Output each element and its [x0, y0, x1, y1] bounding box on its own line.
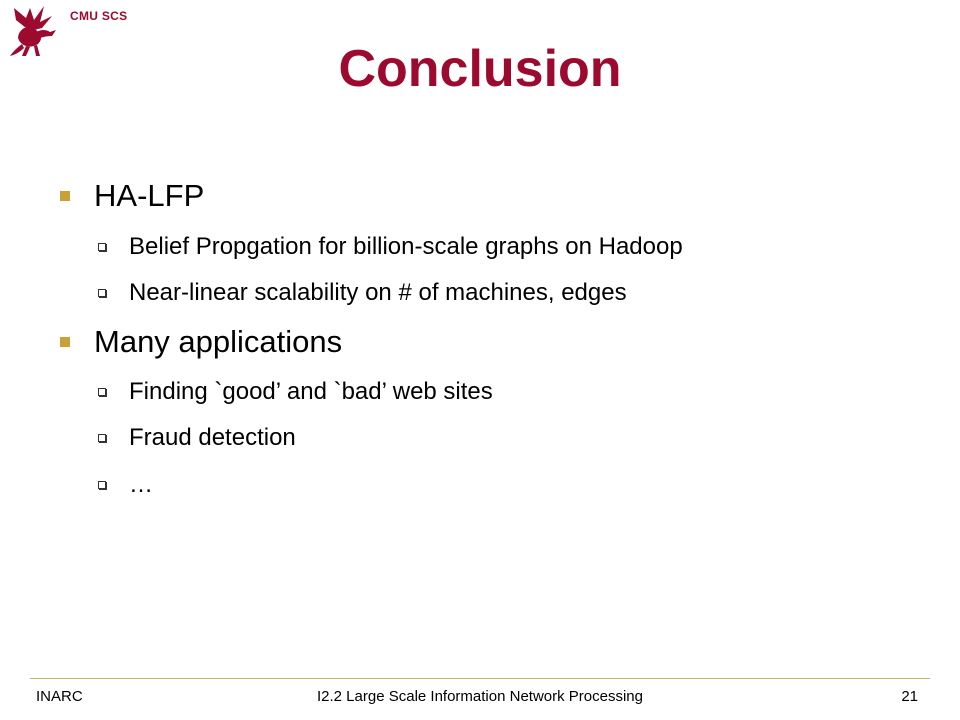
hollow-square-bullet-icon — [98, 243, 106, 251]
org-label: CMU SCS — [70, 9, 128, 23]
footer-divider — [30, 678, 930, 679]
sub-bullet-text: Belief Propgation for billion-scale graphs on Hadoop — [129, 233, 683, 260]
hollow-square-bullet-icon — [98, 481, 106, 489]
slide-title: Conclusion — [338, 40, 622, 98]
list-item — [60, 320, 342, 364]
sub-bullet-text: Finding `good’ and `bad’ web sites — [129, 378, 493, 405]
sub-bullet-text: … — [129, 471, 153, 498]
sub-list-item — [98, 230, 683, 264]
sub-bullet-text: Fraud detection — [129, 424, 296, 451]
footer-left-text: INARC — [36, 688, 83, 705]
sub-list-item — [98, 276, 627, 310]
bullet-text: Many applications — [94, 324, 343, 359]
footer-center-text: I2.2 Large Scale Information Network Processing — [317, 688, 643, 705]
sub-list-item — [98, 468, 153, 502]
hollow-square-bullet-icon — [98, 289, 106, 297]
filled-square-bullet-icon — [60, 337, 70, 347]
sub-bullet-text: Near-linear scalability on # of machines, edges — [129, 279, 627, 306]
slide-number: 21 — [901, 688, 918, 705]
hollow-square-bullet-icon — [98, 434, 106, 442]
bullet-text: HA-LFP — [94, 178, 205, 213]
list-item — [60, 174, 204, 218]
sub-list-item — [98, 421, 296, 455]
filled-square-bullet-icon — [60, 191, 70, 201]
hollow-square-bullet-icon — [98, 388, 106, 396]
sub-list-item — [98, 375, 493, 409]
